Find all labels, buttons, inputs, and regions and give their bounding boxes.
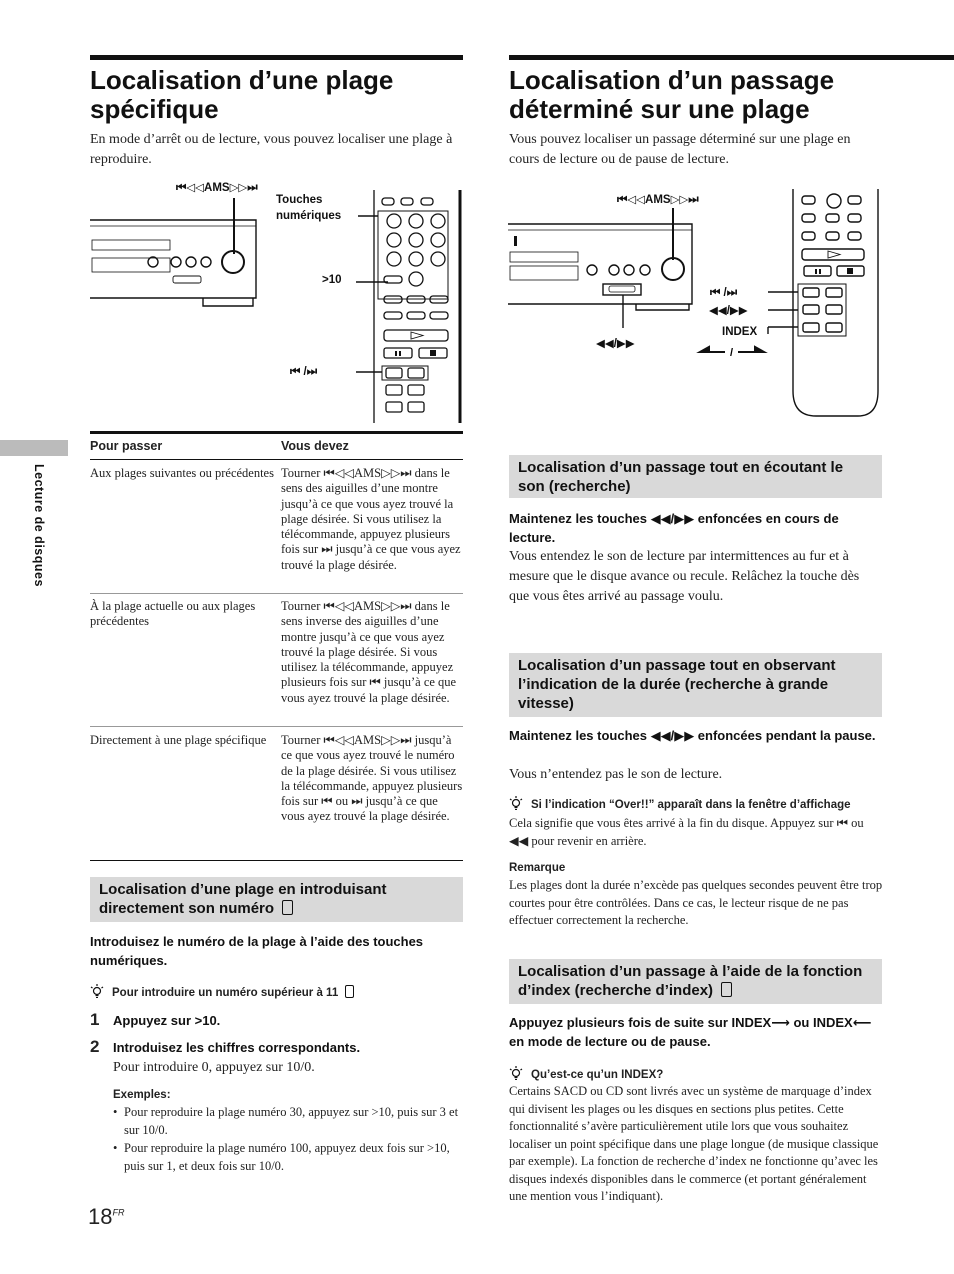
section-highspeed-heading: Localisation d’un passage tout en observant l’indication de la durée (recherche à grande vitesse) (509, 653, 882, 717)
right-fig-search-label: ◀◀/▶▶ (709, 305, 748, 317)
example-1: • Pour reproduire la plage numéro 30, appuyez sur >10, puis sur 3 et sur 10/0. (113, 1104, 463, 1139)
section-index-tip-body: Certains SACD ou CD sont livrés avec un système de marquage d’index qui divisent les plages ou les disques en sections plus petites. Cette fonctionnalité s’avère particulièrement utile lors que vous souhaitez localiser un point spécifique dans une plage longue (de musique classique par exemple). La fonction de recherche d’index ne fonctionne qu’avec les disques indexés disponibles dans le commerce (et portant généralement une mention vous l’indiquant). (509, 1084, 879, 1203)
section-search-body: Vous entendez le son de lecture par intermittences au fur et à mesure que le disque avance ou recule. Relâchez la touche dès que vous êtes arrivé au passage voulu. (509, 549, 860, 604)
table-row-3-col2: Tourner ⏮◁◁AMS▷▷⏭ jusqu’à ce que vous ayez trouvé le numéro de la plage désirée. Si vous utilisez la télécommande, appuyez plusieurs fois sur ⏮ ou ⏭ jusqu’à ce que vous ayez trouvé la plage désirée. (281, 733, 463, 824)
step-1-number: 1 (90, 1010, 100, 1029)
step-2 (90, 1037, 463, 1057)
left-fig-gt10-label: >10 (322, 274, 342, 286)
remote-icon (282, 900, 293, 915)
section-index-tip-head: Qu’est-ce qu’un INDEX? (531, 1069, 664, 1081)
cd-player-and-remote-illustration (506, 186, 884, 426)
step-2-number: 2 (90, 1037, 100, 1056)
table-row-2-col2: Tourner ⏮◁◁AMS▷▷⏭ dans le sens inverse des aiguilles d’une montre jusqu’à ce que vous ayez trouvé la plage désirée. Si vous utilisez la télécommande, appuyez plusieurs fois sur ⏮ jusqu’à ce que vous ayez trouvé la plage désirée. (281, 599, 457, 705)
section-search-heading: Localisation d’un passage tout en écoutant le son (recherche) (509, 455, 882, 498)
table-row-divider (90, 593, 463, 594)
section-index-instruction: Appuyez plusieurs fois de suite sur INDEX⟶ ou INDEX⟵ en mode de lecture ou de pause. (509, 1015, 872, 1049)
left-fig-skip-label: ⏮ /⏭ (290, 366, 318, 378)
example-2-text: Pour reproduire la plage numéro 100, appuyez deux fois sur >10, puis sur 1, et deux fois sur 10/0. (124, 1141, 450, 1173)
examples-label: Exemples: (113, 1089, 171, 1101)
section-direct-instruction: Introduisez le numéro de la plage à l’aide des touches numériques. (90, 934, 424, 968)
step-2-text: Introduisez les chiffres correspondants. (113, 1040, 361, 1055)
side-tab-label: Lecture de disques (32, 464, 46, 587)
table-bottom-rule (90, 860, 463, 861)
example-1-text: Pour reproduire la plage numéro 30, appuyez sur >10, puis sur 3 et sur 10/0. (124, 1105, 459, 1137)
section-index-tip (509, 1065, 882, 1083)
tip-bulb-icon (90, 984, 104, 998)
page-number (88, 1204, 124, 1230)
section-highspeed-body: Vous n’entendez pas le son de lecture. (509, 767, 723, 782)
section-index-heading (509, 959, 882, 1004)
left-intro: En mode d’arrêt ou de lecture, vous pouvez localiser une plage à reproduire. (90, 132, 453, 167)
table-row-2-col1: À la plage actuelle ou aux plages précédentes (90, 599, 256, 629)
page-number-suffix: FR (112, 1207, 125, 1218)
page-number-value: 18 (88, 1204, 113, 1229)
right-fig-skip-label: ⏮ /⏭ (710, 287, 738, 299)
section-highspeed-tip-head: Si l’indication “Over!!” apparaît dans la fenêtre d’affichage (531, 799, 851, 811)
right-title-rule (509, 55, 954, 60)
table-header-rule (90, 459, 463, 460)
right-figure (506, 186, 884, 426)
section-direct-tip (90, 983, 463, 1001)
remark-body: Les plages dont la durée n’excède pas quelques secondes peuvent être trop courtes pour être contrôlées. Dans ce cas, le lecteur risque de ne pas effectuer correctement la recherche. (509, 878, 883, 927)
right-fig-index-label: INDEX (722, 326, 758, 338)
section-direct-heading-text: Localisation d’une plage en introduisant directement son numéro (99, 881, 387, 917)
left-fig-touches-label: Touches (276, 194, 323, 206)
step-1-text: Appuyez sur >10. (113, 1013, 221, 1028)
section-direct-tip-text: Pour introduire un numéro supérieur à 11 (112, 987, 339, 999)
step-2-note: Pour introduire 0, appuyez sur 10/0. (113, 1060, 315, 1075)
left-title-rule (90, 55, 463, 60)
section-highspeed-tip (509, 795, 889, 813)
section-highspeed-tip-body: Cela signifie que vous êtes arrivé à la fin du disque. Appuyez sur ⏮ ou ◀◀ pour revenir en arrière. (509, 816, 864, 848)
left-fig-numeriques-label: numériques (276, 210, 342, 222)
right-fig-ams-label: ⏮◁◁AMS▷▷⏭ (617, 194, 699, 206)
table-row-3-col1: Directement à une plage spécifique (90, 733, 267, 747)
right-intro: Vous pouvez localiser un passage déterminé sur une plage en cours de lecture ou de pause de lecture. (509, 132, 851, 167)
remote-icon (345, 985, 354, 998)
table-row-divider (90, 726, 463, 727)
section-search-instruction: Maintenez les touches ◀◀/▶▶ enfoncées en cours de lecture. (509, 511, 839, 545)
tip-bulb-icon (509, 1066, 523, 1080)
section-highspeed-instruction: Maintenez les touches ◀◀/▶▶ enfoncées pendant la pause. (509, 728, 876, 743)
left-fig-ams-label: ⏮◁◁AMS▷▷⏭ (176, 182, 258, 194)
tip-bulb-icon (509, 796, 523, 810)
svg-text:/: / (730, 347, 734, 359)
table-header-col2: Vous devez (281, 439, 349, 453)
step-1 (90, 1010, 463, 1030)
section-index-heading-text: Localisation d’un passage à l’aide de la fonction d’index (recherche d’index) (518, 963, 863, 999)
example-2: • Pour reproduire la plage numéro 100, appuyez deux fois sur >10, puis sur 1, et deux fois sur 10/0. (113, 1140, 463, 1175)
remote-icon (721, 982, 732, 997)
section-direct-heading (90, 877, 463, 922)
right-fig-search-bottom-label: ◀◀/▶▶ (596, 338, 635, 350)
side-tab-marker (0, 440, 68, 456)
table-top-rule (90, 431, 463, 434)
table-header-col1: Pour passer (90, 439, 163, 453)
right-page-title: Localisation d’un passage déterminé sur une plage (509, 65, 835, 124)
table-row-1-col1: Aux plages suivantes ou précédentes (90, 466, 274, 480)
remark-label: Remarque (509, 862, 566, 874)
table-row-1-col2: Tourner ⏮◁◁AMS▷▷⏭ dans le sens des aiguilles d’une montre jusqu’à ce que vous ayez trouvé la plage désirée. Si vous utilisez la télécommande, appuyez plusieurs fois sur ⏭ jusqu’à ce que vous ayez trouvé la plage désirée. (281, 466, 461, 572)
left-page-title: Localisation d’une plage spécifique (90, 65, 394, 124)
